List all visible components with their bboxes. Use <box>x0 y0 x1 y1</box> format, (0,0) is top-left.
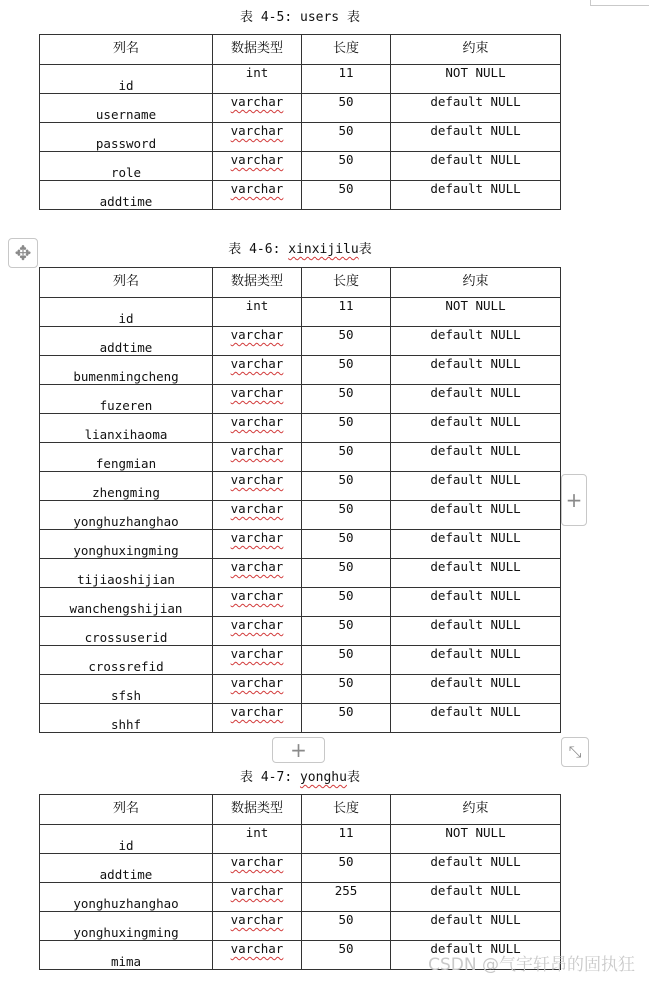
caption-suffix: 表 <box>339 10 360 25</box>
cell-data-type[interactable] <box>213 443 302 472</box>
table-caption-users <box>40 6 560 25</box>
cell-constraint[interactable] <box>391 298 561 327</box>
cell-column-name-text: yonghuxingming <box>73 925 179 940</box>
table-row <box>40 883 561 912</box>
table-row <box>40 675 561 704</box>
table-row <box>40 617 561 646</box>
cell-column-name[interactable] <box>40 298 213 327</box>
cell-constraint-text: default NULL <box>430 414 521 429</box>
table-row <box>40 414 561 443</box>
cell-length[interactable] <box>302 385 391 414</box>
cell-column-name-text: shhf <box>110 717 142 732</box>
caption-suffix: 表 <box>346 770 360 785</box>
header-row <box>40 268 561 298</box>
cell-constraint[interactable] <box>391 65 561 94</box>
cell-data-type[interactable] <box>213 854 302 883</box>
cell-data-type-text: varchar <box>230 883 284 898</box>
header-data-type[interactable]: 数据类型 <box>213 35 302 65</box>
caption-suffix: 表 <box>358 242 372 257</box>
cell-length[interactable] <box>302 181 391 210</box>
cell-length-text: 50 <box>338 385 354 400</box>
cell-column-name-text: wanchengshijian <box>69 601 183 616</box>
cell-length[interactable] <box>302 327 391 356</box>
table-row <box>40 385 561 414</box>
cell-column-name-text: role <box>110 165 142 180</box>
cell-data-type-text: varchar <box>230 443 284 458</box>
cell-data-type-text: varchar <box>230 588 284 603</box>
cell-data-type-text: varchar <box>230 675 284 690</box>
table-row <box>40 704 561 733</box>
cell-column-name-text: addtime <box>99 867 153 882</box>
header-data-type[interactable]: 数据类型 <box>213 795 302 825</box>
cell-column-name[interactable] <box>40 588 213 617</box>
cell-length-text: 50 <box>338 675 354 690</box>
add-column-icon[interactable]: + <box>561 474 587 526</box>
table-row <box>40 501 561 530</box>
cell-length[interactable] <box>302 912 391 941</box>
cell-data-type-text: varchar <box>230 501 284 516</box>
cell-data-type-text: varchar <box>230 530 284 545</box>
cell-constraint-text: default NULL <box>430 181 521 196</box>
cell-length-text: 11 <box>338 298 354 313</box>
cell-constraint[interactable] <box>391 385 561 414</box>
cell-constraint[interactable] <box>391 181 561 210</box>
caption-prefix: 表 4-7: <box>240 770 300 785</box>
cell-data-type[interactable] <box>213 530 302 559</box>
cell-column-name-text: tijiaoshijian <box>77 572 175 587</box>
header-data-type[interactable]: 数据类型 <box>213 268 302 298</box>
cell-column-name[interactable] <box>40 854 213 883</box>
cell-constraint-text: default NULL <box>430 501 521 516</box>
table-row <box>40 356 561 385</box>
cell-data-type[interactable] <box>213 327 302 356</box>
cell-data-type[interactable] <box>213 883 302 912</box>
cell-length-text: 11 <box>338 825 354 840</box>
cell-length-text: 50 <box>338 912 354 927</box>
cell-length[interactable] <box>302 443 391 472</box>
cell-constraint-text: default NULL <box>430 559 521 574</box>
csdn-watermark: CSDN @气宇轩昂的固执狂 <box>428 955 635 975</box>
caption-table-name: users <box>300 10 340 25</box>
move-table-icon[interactable]: ✥ <box>8 238 38 268</box>
cell-column-name[interactable] <box>40 559 213 588</box>
cell-constraint[interactable] <box>391 472 561 501</box>
cell-length[interactable] <box>302 65 391 94</box>
cell-data-type[interactable] <box>213 94 302 123</box>
cell-column-name[interactable] <box>40 65 213 94</box>
table-row <box>40 123 561 152</box>
cell-column-name-text: fengmian <box>95 456 157 471</box>
cell-length[interactable] <box>302 472 391 501</box>
cell-column-name[interactable] <box>40 883 213 912</box>
cell-column-name[interactable] <box>40 704 213 733</box>
cell-length[interactable] <box>302 646 391 675</box>
cell-data-type[interactable] <box>213 675 302 704</box>
users-table[interactable] <box>39 34 561 210</box>
cell-column-name[interactable] <box>40 912 213 941</box>
cell-constraint-text: default NULL <box>430 152 521 167</box>
cell-constraint-text: default NULL <box>430 617 521 632</box>
cell-constraint-text: NOT NULL <box>445 825 506 840</box>
cell-constraint[interactable] <box>391 443 561 472</box>
cell-column-name[interactable] <box>40 443 213 472</box>
cell-column-name-text: crossrefid <box>88 659 164 674</box>
header-row <box>40 795 561 825</box>
xinxijilu-table[interactable] <box>39 267 561 733</box>
cell-length-text: 255 <box>334 883 358 898</box>
cell-data-type-text: varchar <box>230 356 284 371</box>
cell-column-name-text: mima <box>110 954 142 969</box>
cell-data-type[interactable] <box>213 298 302 327</box>
cell-length[interactable] <box>302 825 391 854</box>
cell-data-type[interactable] <box>213 65 302 94</box>
table-caption-yonghu <box>40 766 560 785</box>
cell-length-text: 50 <box>338 327 354 342</box>
header-length[interactable]: 长度 <box>302 35 391 65</box>
cell-data-type-text: varchar <box>230 385 284 400</box>
cell-length-text: 50 <box>338 646 354 661</box>
cell-column-name-text: yonghuzhanghao <box>73 896 179 911</box>
cell-data-type[interactable] <box>213 123 302 152</box>
cell-length[interactable] <box>302 588 391 617</box>
cell-constraint[interactable] <box>391 356 561 385</box>
cell-constraint[interactable] <box>391 825 561 854</box>
cell-column-name-text: fuzeren <box>99 398 153 413</box>
cell-length[interactable] <box>302 501 391 530</box>
cell-constraint[interactable] <box>391 912 561 941</box>
cell-constraint-text: default NULL <box>430 854 521 869</box>
cell-length[interactable] <box>302 356 391 385</box>
resize-table-icon[interactable]: ⤡ <box>561 737 589 767</box>
cell-constraint-text: default NULL <box>430 94 521 109</box>
cell-column-name[interactable] <box>40 472 213 501</box>
cell-column-name[interactable] <box>40 181 213 210</box>
cell-constraint[interactable] <box>391 152 561 181</box>
cell-column-name[interactable] <box>40 646 213 675</box>
cell-length[interactable] <box>302 941 391 970</box>
table-row <box>40 854 561 883</box>
table-row <box>40 181 561 210</box>
cell-data-type-text: varchar <box>230 472 284 487</box>
cell-data-type-text: varchar <box>230 94 284 109</box>
cell-data-type[interactable] <box>213 941 302 970</box>
cell-data-type[interactable] <box>213 559 302 588</box>
cell-column-name[interactable] <box>40 385 213 414</box>
table-row <box>40 443 561 472</box>
cell-constraint[interactable] <box>391 94 561 123</box>
table-row <box>40 559 561 588</box>
cell-column-name[interactable] <box>40 327 213 356</box>
cell-constraint[interactable] <box>391 617 561 646</box>
header-constraint[interactable]: 约束 <box>391 268 561 298</box>
cell-data-type-text: varchar <box>230 123 284 138</box>
cell-length-text: 50 <box>338 181 354 196</box>
table-row <box>40 327 561 356</box>
cell-column-name-text: bumenmingcheng <box>73 369 179 384</box>
cell-column-name[interactable] <box>40 941 213 970</box>
header-column-name[interactable]: 列名 <box>40 795 213 825</box>
cell-length-text: 11 <box>338 65 354 80</box>
cell-length-text: 50 <box>338 472 354 487</box>
cell-constraint[interactable] <box>391 559 561 588</box>
cell-constraint-text: default NULL <box>430 588 521 603</box>
cell-constraint[interactable] <box>391 854 561 883</box>
cell-column-name-text: id <box>118 311 134 326</box>
cell-length-text: 50 <box>338 588 354 603</box>
cell-constraint-text: default NULL <box>430 704 521 719</box>
cell-constraint-text: default NULL <box>430 356 521 371</box>
cell-column-name-text: zhengming <box>92 485 160 500</box>
header-column-name[interactable]: 列名 <box>40 35 213 65</box>
header-row <box>40 35 561 65</box>
cell-constraint[interactable] <box>391 530 561 559</box>
cell-constraint[interactable] <box>391 646 561 675</box>
cell-column-name[interactable] <box>40 356 213 385</box>
cell-length-text: 50 <box>338 501 354 516</box>
cell-constraint-text: default NULL <box>430 472 521 487</box>
cell-data-type[interactable] <box>213 912 302 941</box>
cell-length-text: 50 <box>338 123 354 138</box>
cell-column-name-text: lianxihaoma <box>84 427 168 442</box>
cell-column-name-text: password <box>95 136 157 151</box>
cell-length[interactable] <box>302 152 391 181</box>
cell-data-type-text: varchar <box>230 854 284 869</box>
cell-length[interactable] <box>302 530 391 559</box>
cell-data-type-text: varchar <box>230 941 284 956</box>
cell-data-type[interactable] <box>213 414 302 443</box>
cell-data-type-text: int <box>245 825 269 840</box>
cell-length[interactable] <box>302 123 391 152</box>
cell-length-text: 50 <box>338 941 354 956</box>
cell-column-name[interactable] <box>40 675 213 704</box>
header-length[interactable]: 长度 <box>302 268 391 298</box>
cell-column-name[interactable] <box>40 123 213 152</box>
cell-length-text: 50 <box>338 152 354 167</box>
cell-length-text: 50 <box>338 356 354 371</box>
cell-length-text: 50 <box>338 559 354 574</box>
cell-column-name-text: id <box>118 838 134 853</box>
cell-column-name-text: crossuserid <box>84 630 168 645</box>
cell-length[interactable] <box>302 883 391 912</box>
cell-column-name-text: yonghuzhanghao <box>73 514 179 529</box>
cell-length[interactable] <box>302 617 391 646</box>
cell-constraint-text: default NULL <box>430 675 521 690</box>
caption-prefix: 表 4-5: <box>240 10 300 25</box>
cell-length[interactable] <box>302 298 391 327</box>
header-length[interactable]: 长度 <box>302 795 391 825</box>
cell-column-name-text: sfsh <box>110 688 142 703</box>
cell-constraint-text: default NULL <box>430 941 521 956</box>
cell-data-type-text: varchar <box>230 414 284 429</box>
cell-constraint[interactable] <box>391 588 561 617</box>
cell-length-text: 50 <box>338 704 354 719</box>
cell-column-name-text: yonghuxingming <box>73 543 179 558</box>
cell-constraint-text: NOT NULL <box>445 65 506 80</box>
cell-column-name-text: id <box>118 78 134 93</box>
caption-table-name: yonghu <box>299 770 347 785</box>
cell-length-text: 50 <box>338 530 354 545</box>
add-row-icon[interactable]: + <box>272 737 325 763</box>
cell-data-type[interactable] <box>213 385 302 414</box>
cell-length-text: 50 <box>338 617 354 632</box>
caption-prefix: 表 4-6: <box>228 242 289 257</box>
cell-data-type[interactable] <box>213 588 302 617</box>
header-column-name[interactable]: 列名 <box>40 268 213 298</box>
cell-constraint[interactable] <box>391 414 561 443</box>
cell-data-type-text: varchar <box>230 617 284 632</box>
cell-length[interactable] <box>302 559 391 588</box>
table-row <box>40 825 561 854</box>
table-row <box>40 912 561 941</box>
cell-constraint-text: default NULL <box>430 912 521 927</box>
table-row <box>40 530 561 559</box>
table-row <box>40 152 561 181</box>
cell-data-type-text: int <box>245 65 269 80</box>
cell-constraint-text: default NULL <box>430 385 521 400</box>
cell-constraint-text: NOT NULL <box>445 298 506 313</box>
cell-constraint-text: default NULL <box>430 327 521 342</box>
cell-data-type-text: varchar <box>230 327 284 342</box>
cell-length[interactable] <box>302 675 391 704</box>
cell-data-type-text: varchar <box>230 559 284 574</box>
cell-data-type-text: varchar <box>230 704 284 719</box>
cell-column-name-text: username <box>95 107 157 122</box>
cell-column-name[interactable] <box>40 501 213 530</box>
cell-data-type[interactable] <box>213 704 302 733</box>
header-constraint[interactable]: 约束 <box>391 35 561 65</box>
cell-column-name[interactable] <box>40 152 213 181</box>
cell-data-type[interactable] <box>213 646 302 675</box>
cell-length-text: 50 <box>338 443 354 458</box>
cell-column-name-text: addtime <box>99 340 153 355</box>
cell-constraint[interactable] <box>391 123 561 152</box>
cell-length[interactable] <box>302 414 391 443</box>
cell-constraint-text: default NULL <box>430 123 521 138</box>
cell-data-type-text: varchar <box>230 181 284 196</box>
yonghu-table[interactable] <box>39 794 561 970</box>
cell-data-type-text: varchar <box>230 152 284 167</box>
cell-length-text: 50 <box>338 94 354 109</box>
cell-length[interactable] <box>302 854 391 883</box>
cell-constraint-text: default NULL <box>430 646 521 661</box>
cell-length[interactable] <box>302 704 391 733</box>
cell-column-name[interactable] <box>40 530 213 559</box>
cell-data-type-text: int <box>245 298 269 313</box>
cell-data-type[interactable] <box>213 825 302 854</box>
cell-data-type-text: varchar <box>230 912 284 927</box>
cell-length-text: 50 <box>338 414 354 429</box>
table-row <box>40 588 561 617</box>
cell-data-type[interactable] <box>213 472 302 501</box>
cell-constraint[interactable] <box>391 675 561 704</box>
cell-constraint-text: default NULL <box>430 443 521 458</box>
cell-constraint[interactable] <box>391 501 561 530</box>
cell-data-type[interactable] <box>213 617 302 646</box>
cell-constraint-text: default NULL <box>430 530 521 545</box>
table-row <box>40 298 561 327</box>
cell-length[interactable] <box>302 94 391 123</box>
cell-data-type-text: varchar <box>230 646 284 661</box>
cell-constraint[interactable] <box>391 704 561 733</box>
cell-data-type[interactable] <box>213 152 302 181</box>
table-caption-xinxijilu <box>40 238 560 257</box>
cell-constraint[interactable] <box>391 327 561 356</box>
table-row <box>40 472 561 501</box>
cell-constraint-text: default NULL <box>430 883 521 898</box>
cell-column-name[interactable] <box>40 414 213 443</box>
table-row <box>40 646 561 675</box>
header-constraint[interactable]: 约束 <box>391 795 561 825</box>
page-corner-mark <box>590 5 649 6</box>
cell-length-text: 50 <box>338 854 354 869</box>
cell-column-name[interactable] <box>40 94 213 123</box>
cell-column-name[interactable] <box>40 617 213 646</box>
cell-data-type[interactable] <box>213 501 302 530</box>
cell-column-name-text: addtime <box>99 194 153 209</box>
caption-table-name: xinxijilu <box>288 242 359 257</box>
table-row <box>40 94 561 123</box>
cell-data-type[interactable] <box>213 356 302 385</box>
cell-constraint[interactable] <box>391 883 561 912</box>
cell-column-name[interactable] <box>40 825 213 854</box>
cell-data-type[interactable] <box>213 181 302 210</box>
table-row <box>40 65 561 94</box>
